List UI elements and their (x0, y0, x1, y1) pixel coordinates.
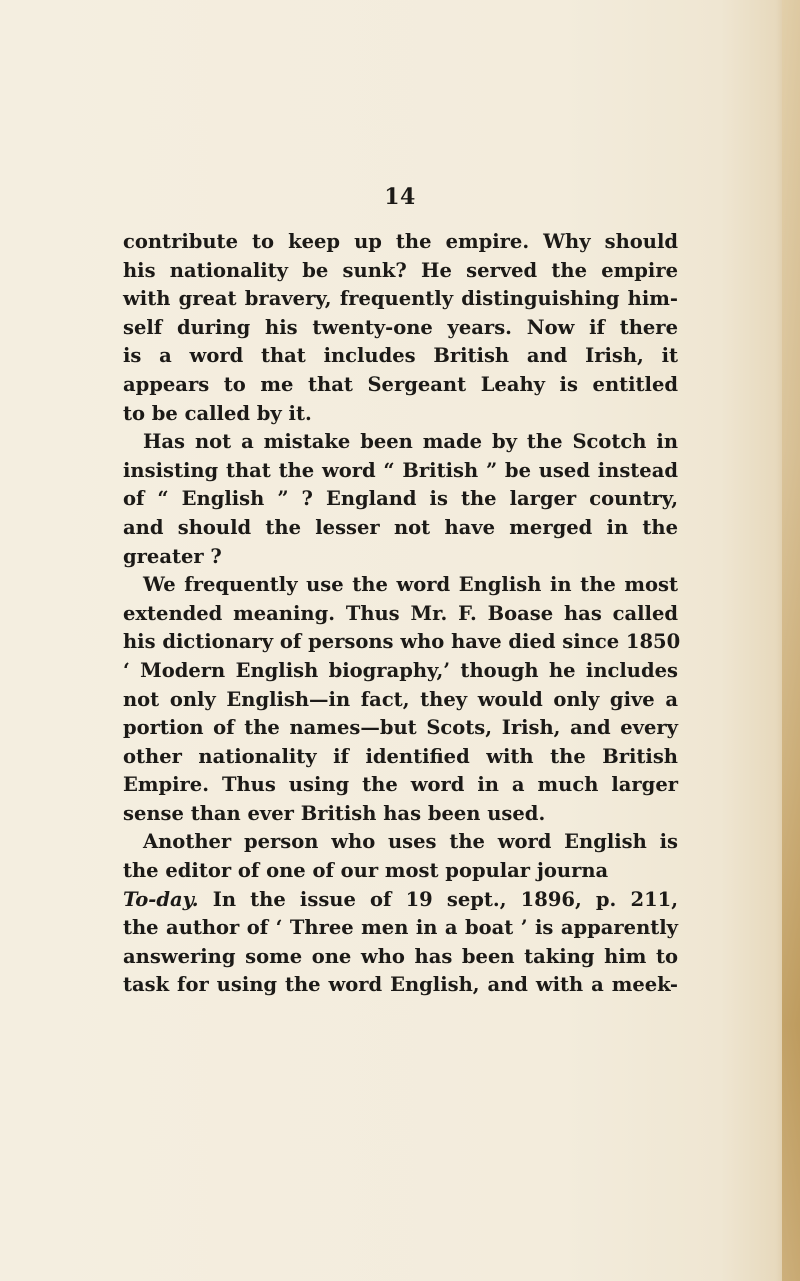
italic-title: To-day. (123, 887, 199, 911)
text-line: self during his twenty-one years. Now if there (123, 315, 678, 339)
text-line: portion of the names—but Scots, Irish, and every (123, 716, 678, 740)
text-line: and should the lesser not have merged in the (123, 515, 678, 539)
text-line: ‘ Modern English biography,’ though he includes (123, 658, 678, 682)
text-line: is a word that includes British and Irish, it (123, 344, 678, 368)
text-line: extended meaning. Thus Mr. F. Boase has called (123, 601, 678, 625)
text-line: not only English—in fact, they would only give a (123, 687, 678, 711)
text-line: his nationality be sunk? He served the empire (123, 258, 678, 282)
text-line: to be called by it. (123, 401, 312, 425)
text-line: greater ? (123, 544, 222, 568)
text-line: answering some one who has been taking him to (123, 944, 678, 968)
text-line: appears to me that Sergeant Leahy is entitled (123, 372, 678, 396)
text-line-with-italic (123, 886, 678, 915)
text-line: Empire. Thus using the word in a much larger (123, 773, 678, 797)
text-line: the editor of one of our most popular journa (123, 859, 609, 883)
body-text (123, 228, 681, 1000)
text-line: with great bravery, frequently distinguishing him- (123, 287, 678, 311)
text-line: task for using the word English, and with a meek- (123, 973, 678, 997)
text-line: his dictionary of persons who have died since 1850 (123, 630, 681, 654)
text-line: Has not a mistake been made by the Scotch in (143, 430, 678, 454)
text-line: of “ English ” ? England is the larger country, (123, 487, 678, 511)
text-line: We frequently use the word English in the most (143, 573, 678, 597)
text-line: contribute to keep up the empire. Why should (123, 230, 678, 253)
text-line: insisting that the word “ British ” be used instead (123, 458, 678, 482)
text-line: Another person who uses the word English is (143, 830, 678, 854)
page-number: 14 (384, 184, 416, 210)
text-line: sense than ever British has been used. (123, 801, 546, 825)
text-line: the author of ‘ Three men in a boat ’ is apparently (123, 916, 678, 940)
text-line: other nationality if identified with the British (123, 744, 678, 768)
text-line-rest: In the issue of 19 sept., 1896, p. 211, (212, 887, 678, 911)
